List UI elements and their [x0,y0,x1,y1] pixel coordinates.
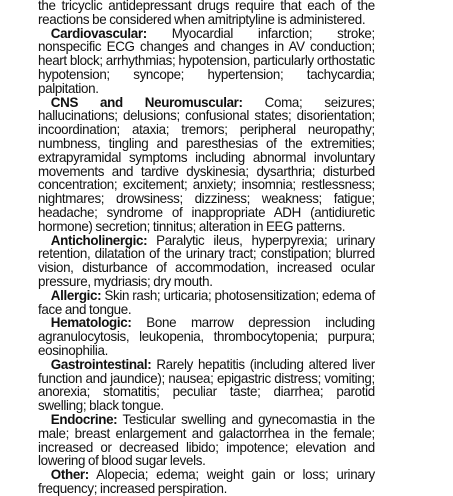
section-cns-neuromuscular [38,96,375,234]
section-text: Bone marrow depression including agranulocytosis, leukopenia, thrombocytopenia; purpura; eosinophilia. [38,315,375,358]
section-text: Coma; seizures; hallucinations; delusions; confusional states; disorientation; incoordination; ataxia; tremors; peripheral neuropathy; numbness, tingling and paresthesias of the extremities; extrapyramidal symptoms including abnormal involuntary movements and tardive dyskinesia; dysarthria; disturbed concentration; excitement; anxiety; insomnia; restlessness; nightmares; drowsiness; dizziness; weakness; fatigue; headache; syndrome of inappropriate ADH (antidiuretic hormone) secretion; tinnitus; alteration in EEG patterns. [38,94,375,234]
section-heading: Cardiovascular: [50,25,147,41]
section-text: Alopecia; edema; weight gain or loss; urinary frequency; increased perspiration. [38,467,375,496]
section-heading: Endocrine: [50,411,118,427]
section-heading: Other: [50,467,89,483]
section-other [38,468,375,496]
section-heading: Allergic: [50,287,102,303]
section-hematologic [38,316,375,357]
section-text: Rarely hepatitis (including altered liver function and jaundice); nausea; epigastric distress; vomiting; anorexia; stomatitis; peculiar taste; diarrhea; parotid swelling; black tongue. [38,356,375,414]
section-heading: Hematologic: [50,315,132,331]
section-text: Paralytic ileus, hyperpyrexia; urinary retention, dilatation of the urinary tract; constipation; blurred vision, disturbance of accommodation, increased ocular pressure, mydriasis; dry mouth. [38,232,375,289]
section-heading: Anticholinergic: [50,232,148,248]
section-gastrointestinal [38,358,375,413]
section-cardiovascular [38,27,375,96]
section-text: Myocardial infarction; stroke; nonspecific ECG changes and changes in AV conduction; heart block; arrhythmias; hypotension, particularly orthostatic hypotension; syncope; hypertension; tachycardia; palpitation. [38,25,375,96]
intro-paragraph: the tricyclic antidepressant drugs require that each of the reactions be considered when amitriptyline is administered. [38,0,375,27]
section-endocrine [38,413,375,468]
section-allergic [38,289,375,317]
section-heading: CNS and Neuromuscular: [50,94,243,110]
document-page [38,0,375,496]
section-anticholinergic [38,234,375,289]
section-heading: Gastrointestinal: [50,356,152,372]
section-text: Testicular swelling and gynecomastia in the male; breast enlargement and galactorrhea in the female; increased or decreased libido; impotence; elevation and lowering of blood sugar levels. [38,411,375,469]
section-text: Skin rash; urticaria; photosensitization; edema of face and tongue. [38,287,375,317]
